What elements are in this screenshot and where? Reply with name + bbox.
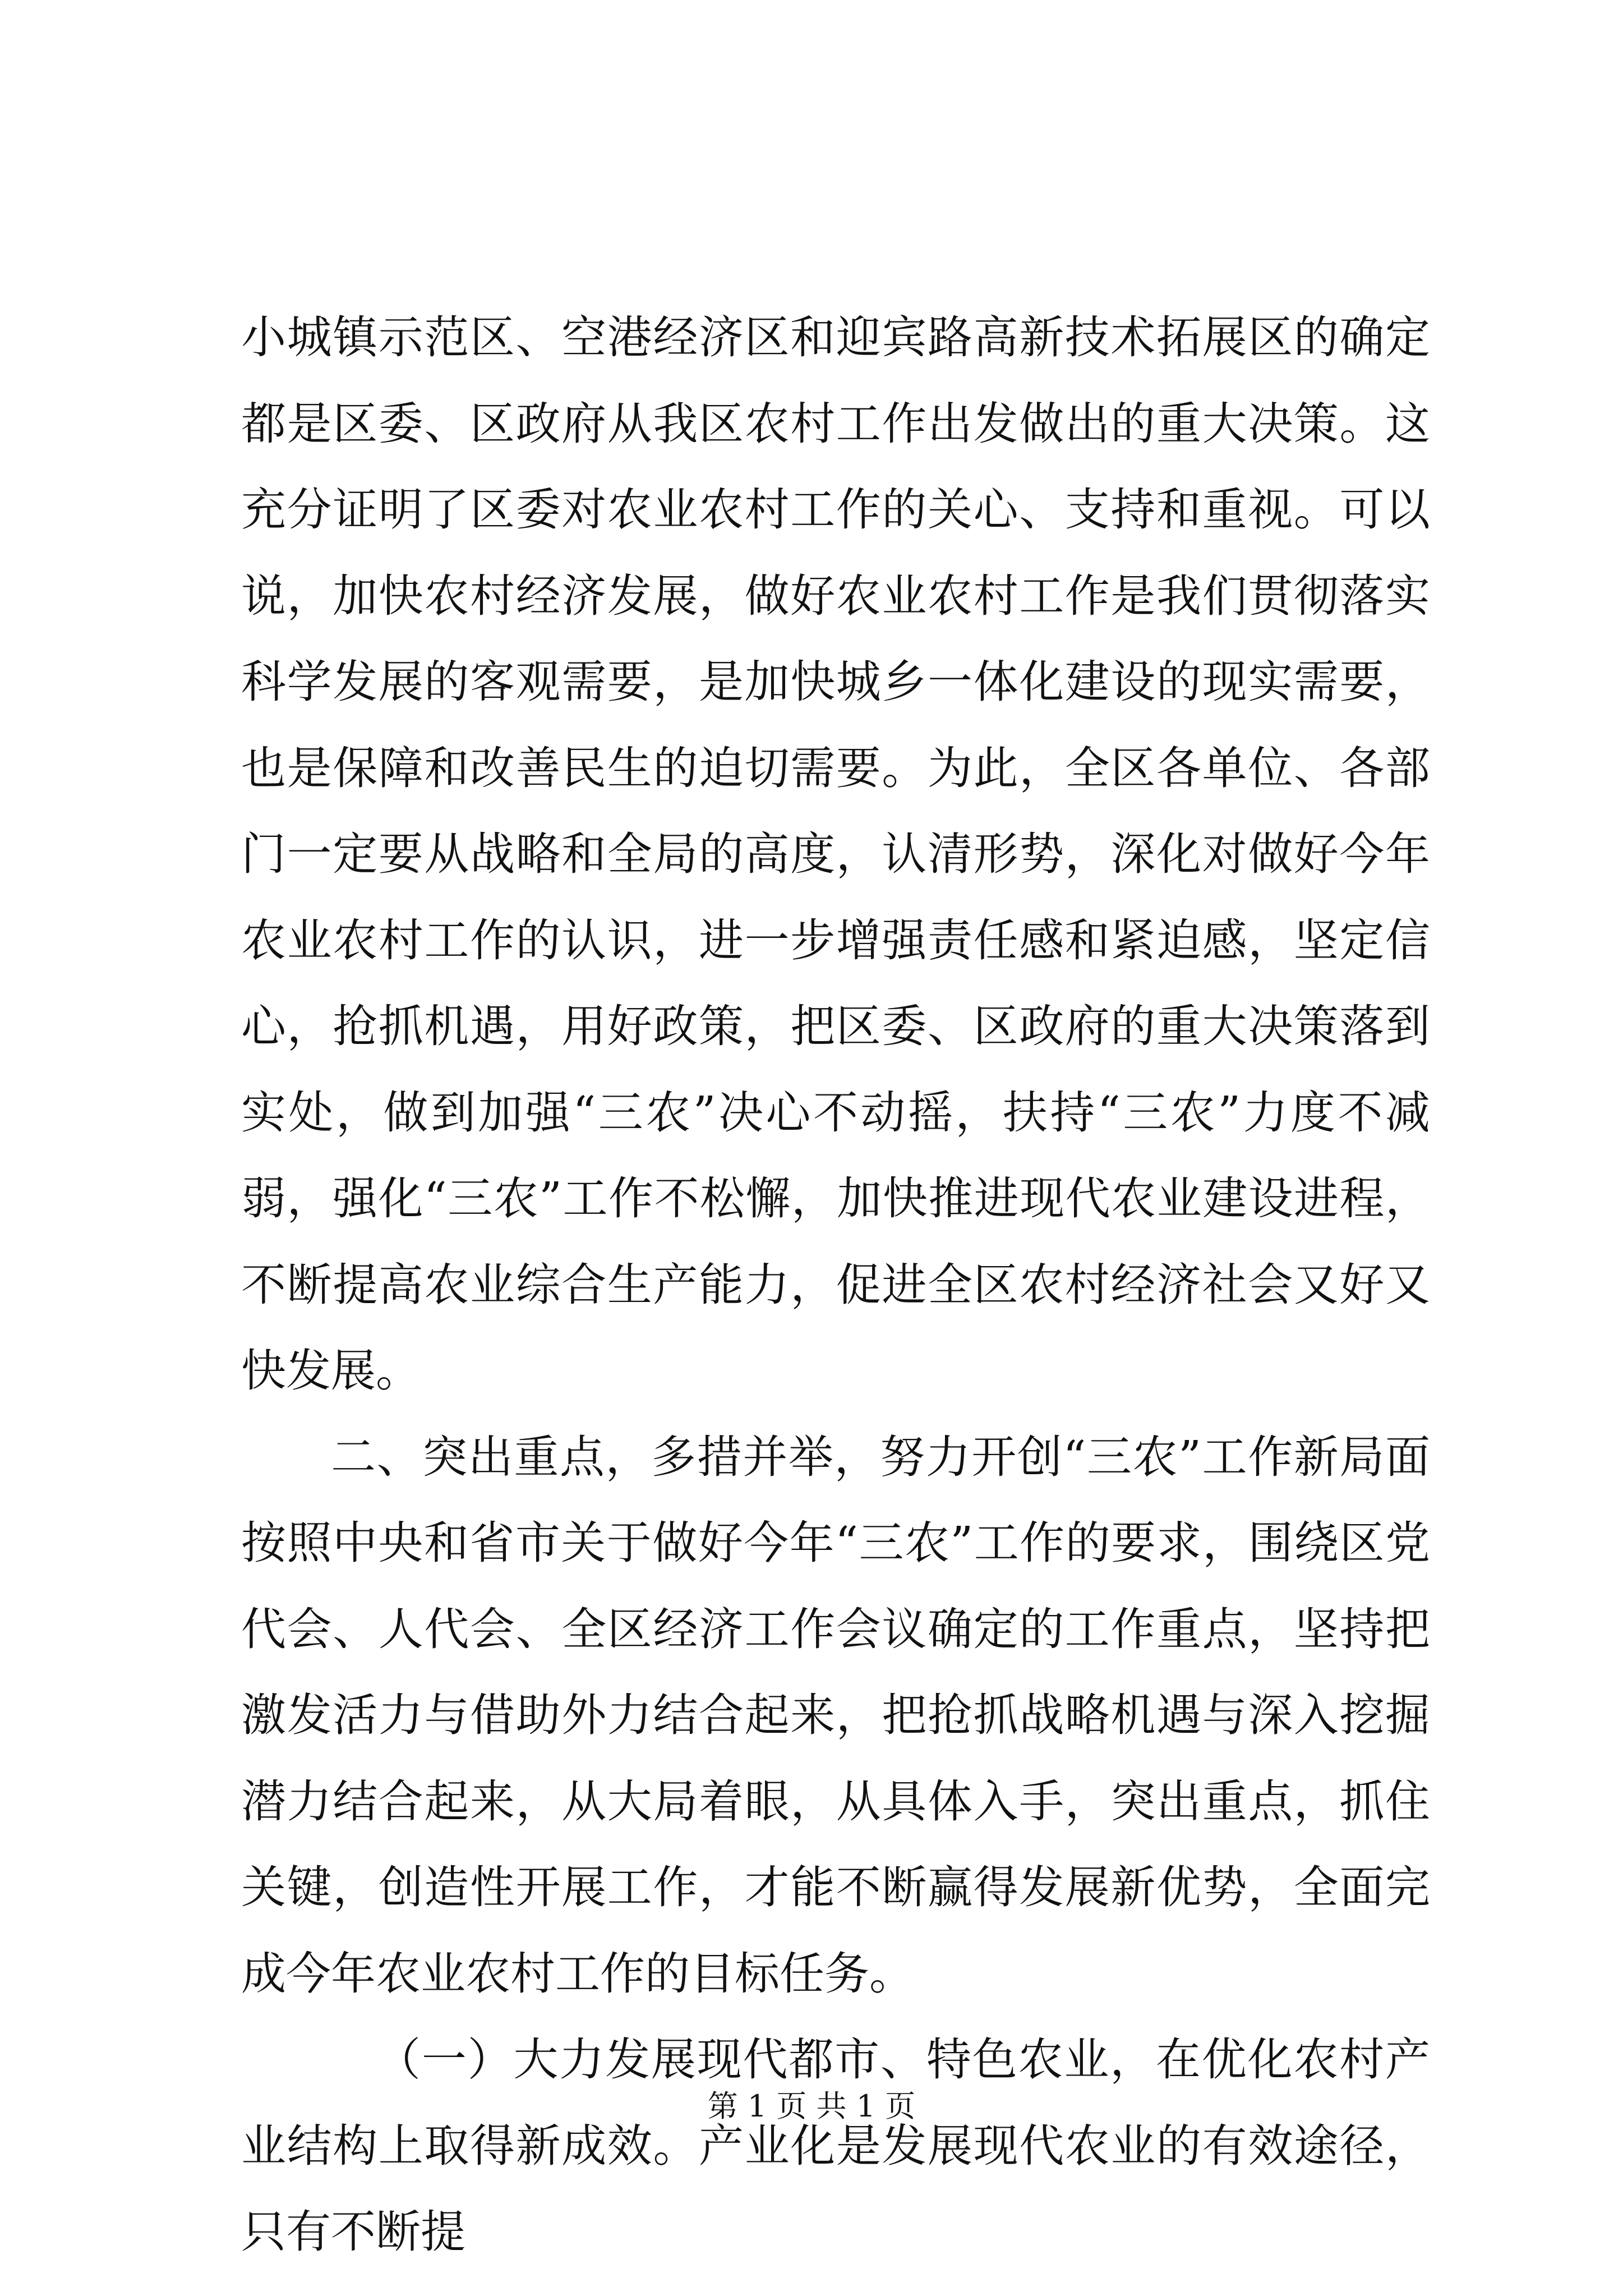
paragraph-1: 小城镇示范区、空港经济区和迎宾路高新技术拓展区的确定都是区委、区政府从我区农村工作出发做出的重大决策。这充分证明了区委对农业农村工作的关心、支持和重视。可以说，加快农村经济发展，做好农业农村工作是我们贯彻落实科学发展的客观需要，是加快城乡一体化建设的现实需要，也是保障和改善民生的迫切需要。为此，全区各单位、各部门一定要从战略和全局的高度，认清形势，深化对做好今年农业农村工作的认识，进一步增强责任感和紧迫感，坚定信心，抢抓机遇，用好政策，把区委、区政府的重大决策落到实处，做到加强“三农”决心不动摇，扶持“三农”力度不减弱，强化“三农”工作不松懈，加快推进现代农业建设进程，不断提高农业综合生产能力，促进全区农村经济社会又好又快发展。	[241, 311, 1430, 1397]
document-body	[241, 295, 1430, 2275]
page-footer: 第 1 页 共 1 页	[707, 2088, 916, 2124]
paragraph-3: （一）大力发展现代都市、特色农业，在优化农村产业结构上取得新成效。产业化是发展现代农业的有效途径，只有不断提	[241, 2033, 1430, 2258]
paragraph-2: 二、突出重点，多措并举，努力开创“三农”工作新局面按照中央和省市关于做好今年“三农”工作的要求，围绕区党代会、人代会、全区经济工作会议确定的工作重点，坚持把激发活力与借助外力结合起来，把抢抓战略机遇与深入挖掘潜力结合起来，从大局着眼，从具体入手，突出重点，抓住关键，创造性开展工作，才能不断赢得发展新优势，全面完成今年农业农村工作的目标任务。	[241, 1430, 1430, 2000]
